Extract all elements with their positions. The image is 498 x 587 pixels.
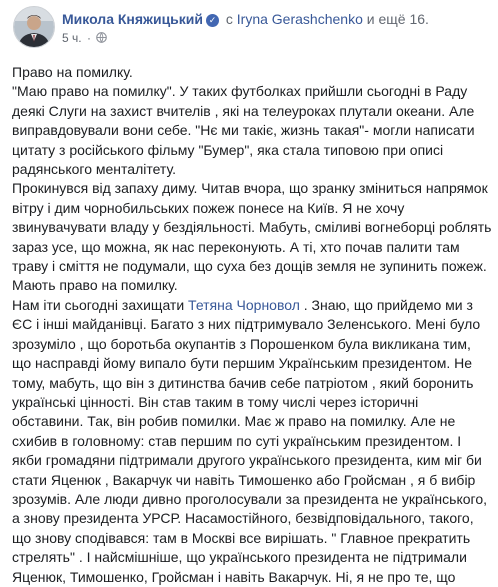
text-before-mention: Нам іти сьогодні захищати (12, 296, 189, 313)
author-name-link[interactable]: Микола Княжицький (62, 11, 203, 27)
meta-separator: · (86, 31, 91, 45)
post-body (12, 63, 492, 587)
mention-link[interactable]: Тетяна Чорновол (188, 296, 300, 313)
post-text-paragraph-with-mention (12, 296, 492, 587)
author-avatar[interactable] (13, 6, 55, 48)
post-header (0, 0, 498, 60)
verified-badge-icon: ✓ (206, 14, 219, 27)
globe-icon[interactable] (96, 31, 107, 42)
tagged-others-link[interactable]: и ещё 16. (366, 11, 429, 27)
tagged-person-link[interactable]: Iryna Gerashchenko (236, 11, 363, 27)
post-text-paragraph: Право на помилку. "Маю право на помилку". У таких футболках прийшли сьогодні в Раду деякі Слуги на захист вчителів , які на телеуроках плутали океани. Але виправдовували вони себе. "Нє ми такіє, жизнь такая"- могли написати цитату з російського фільму "Бумер", яка стала типовою при описі радянського менталітету. Прокинувся від запаху диму. Читав вчора, що зранку зміниться напрямок вітру і дим чорнобильських пожеж понесе на Київ. Я не хочу звинувачувати владу у бездіяльності. Мабуть, сміливі вогнеборці роблять зараз усе, що можна, як нас переконують. А ті, хто почав палити там траву і сміття не подумали, що суха без дощів земля не зупинить пожеж. Мають право на помилку. (12, 64, 492, 294)
text-after-mention: . Знаю, що прийдемо ми з ЄС і інші майданівці. Багато з них підтримувало Зеленського. Мені було зрозуміло , що боротьба окупантів з Порошенком була викликана тим, що насправді йому випало бути першим Українським президентом. Не тому, мабуть, що він з дитинства бачив себе патріотом , який боронить українські цінності. Він став таким в тому числі через історичні обставини. Так, він робив помилки. Має ж право на помилку. Але не схибив в головному: став першим по суті українським президентом. І якби громадяни підтримали другого українського президента, ким міг би стати Яценюк , Вакарчук чи навіть Тимошенко або Гройсман , я б вибір зрозумів. Але люди дивно проголосували за президента не українського, а знову президента УРСР. Насамостійного, безвідповідального, такого, що знову сподівався: там в Москві все вирішать. " Главное прекратить стрелять" . І найсмішніше, що українського президента не підтримали Яценюк, Тимошенко, Гройсман і навіть Вакарчук. Ні, я не про те, що (12, 296, 487, 585)
with-prefix: с (225, 11, 233, 27)
post-meta (62, 30, 107, 46)
author-line (62, 10, 429, 28)
post-timestamp[interactable]: 5 ч. (62, 31, 82, 45)
